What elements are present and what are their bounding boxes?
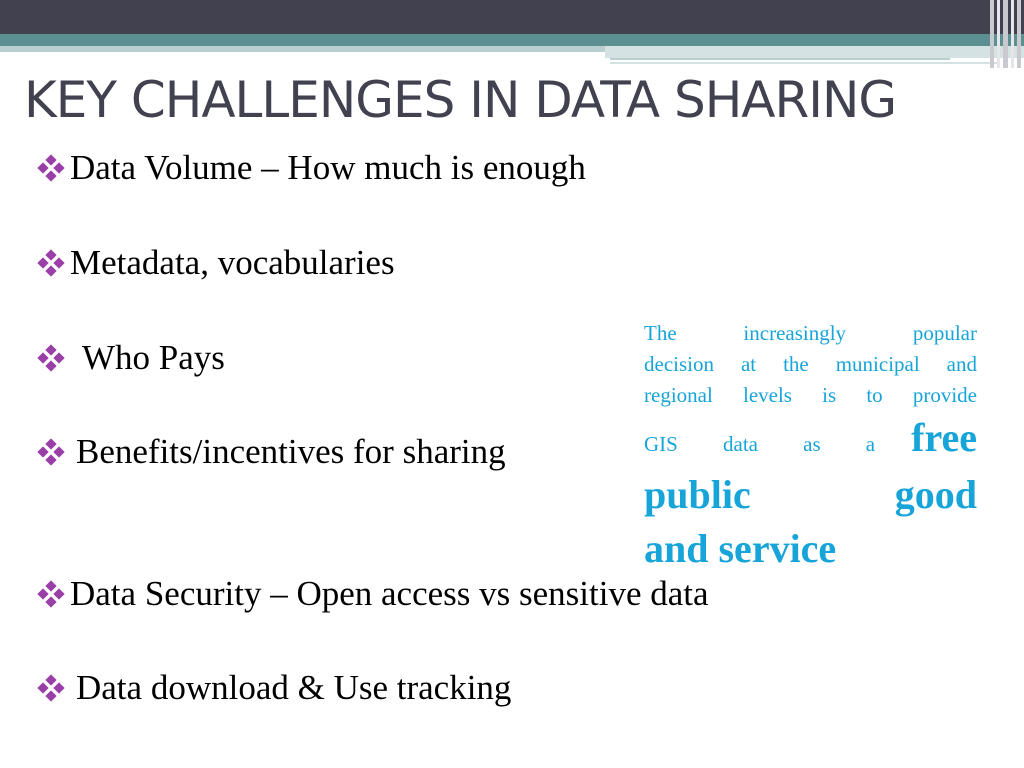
diamond-bullet-icon <box>38 675 64 701</box>
corner-stripe <box>990 0 994 68</box>
bullet-item <box>38 668 511 708</box>
header-light-band <box>0 46 605 52</box>
callout-line: decision at the municipal and <box>644 352 977 376</box>
slide-title: KEY CHALLENGES IN DATA SHARING <box>24 71 897 129</box>
diamond-bullet-icon <box>38 439 64 465</box>
bullet-item <box>38 148 586 188</box>
corner-stripe <box>1017 0 1021 68</box>
callout-line: GIS data as a <box>644 432 876 456</box>
bullet-text: Data Volume – How much is enough <box>70 148 586 187</box>
callout-emphasis: free <box>911 415 977 460</box>
bullet-item <box>38 432 506 472</box>
callout-text-box <box>644 318 977 576</box>
header-light-band-right <box>605 46 1024 58</box>
bullet-text: Data download & Use tracking <box>76 668 512 707</box>
callout-emphasis: public good <box>644 472 977 517</box>
header-accent-line <box>610 58 950 60</box>
corner-stripe <box>997 0 1000 68</box>
diamond-bullet-icon <box>38 155 64 181</box>
header-dark-bar <box>0 0 1024 34</box>
callout-line: The increasingly popular <box>644 321 977 345</box>
bullet-item <box>38 338 225 378</box>
callout-line: regional levels is to provide <box>644 383 977 407</box>
bullet-text: Metadata, vocabularies <box>70 243 395 282</box>
diamond-bullet-icon <box>38 345 64 371</box>
bullet-item <box>38 243 395 283</box>
diamond-bullet-icon <box>38 581 64 607</box>
corner-stripe <box>1003 0 1008 68</box>
bullet-text: Data Security – Open access vs sensitive data <box>70 574 709 613</box>
header-accent-line-2 <box>610 62 1000 64</box>
bullet-item <box>38 574 709 614</box>
bullet-text: Benefits/incentives for sharing <box>76 432 506 471</box>
bullet-text: Who Pays <box>82 338 225 377</box>
callout-emphasis: and service <box>644 526 837 571</box>
header-teal-band <box>0 34 1024 46</box>
diamond-bullet-icon <box>38 250 64 276</box>
callout-mixed-line <box>644 411 977 468</box>
corner-stripe <box>1011 0 1014 68</box>
